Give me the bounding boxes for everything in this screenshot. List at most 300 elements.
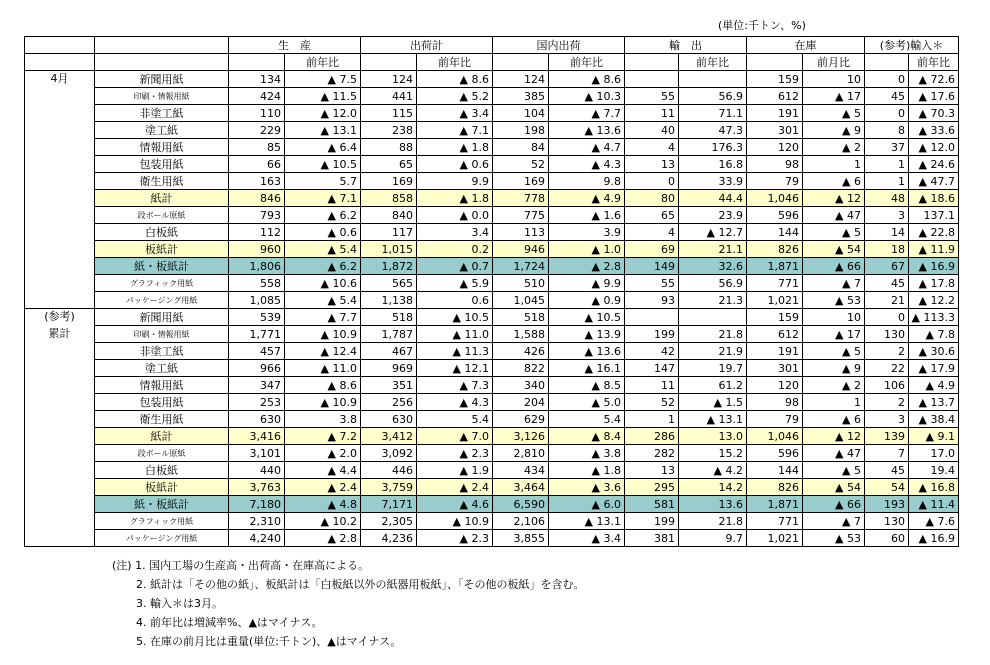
cell-value: ▲ 1.0 xyxy=(549,241,625,258)
cell-value: 144 xyxy=(747,462,803,479)
section-label xyxy=(25,190,95,207)
cell-value: ▲ 4.3 xyxy=(549,156,625,173)
cell-value: 60 xyxy=(865,530,909,547)
cell-value: ▲ 7.8 xyxy=(909,326,959,343)
cell-value: ▲ 33.6 xyxy=(909,122,959,139)
cell-value: 37 xyxy=(865,139,909,156)
section-label xyxy=(25,343,95,360)
cell-value: 65 xyxy=(361,156,417,173)
row-label: 板紙計 xyxy=(95,479,229,496)
cell-value: 3.8 xyxy=(285,411,361,428)
cell-value: 1,085 xyxy=(229,292,285,309)
cell-value: 144 xyxy=(747,224,803,241)
cell-value: ▲ 10.5 xyxy=(549,309,625,326)
cell-value: ▲ 16.8 xyxy=(909,479,959,496)
cell-value: 1,871 xyxy=(747,496,803,513)
cell-value: ▲ 5 xyxy=(803,105,865,122)
row-label: 衛生用紙 xyxy=(95,173,229,190)
cell-value: 55 xyxy=(625,88,679,105)
cell-value: 79 xyxy=(747,173,803,190)
table-row xyxy=(25,207,959,224)
cell-value: 113 xyxy=(493,224,549,241)
cell-value: 518 xyxy=(493,309,549,326)
table-row xyxy=(25,428,959,445)
cell-value: ▲ 70.3 xyxy=(909,105,959,122)
cell-value: 22 xyxy=(865,360,909,377)
cell-value: 3,464 xyxy=(493,479,549,496)
row-label: 新聞用紙 xyxy=(95,309,229,326)
cell-value: ▲ 53 xyxy=(803,530,865,547)
table-row xyxy=(25,139,959,156)
cell-value: ▲ 113.3 xyxy=(909,309,959,326)
table-row xyxy=(25,411,959,428)
table-row xyxy=(25,241,959,258)
table-row xyxy=(25,292,959,309)
cell-value: ▲ 10.9 xyxy=(285,326,361,343)
cell-value: 1 xyxy=(865,156,909,173)
row-label: 非塗工紙 xyxy=(95,105,229,122)
cell-value: ▲ 13.1 xyxy=(549,513,625,530)
cell-value: ▲ 7.7 xyxy=(549,105,625,122)
cell-value: ▲ 12.4 xyxy=(285,343,361,360)
cell-value xyxy=(679,71,747,88)
cell-value: 0 xyxy=(865,71,909,88)
cell-value: 32.6 xyxy=(679,258,747,275)
cell-value: 16.8 xyxy=(679,156,747,173)
cell-value: 134 xyxy=(229,71,285,88)
cell-value: 66 xyxy=(229,156,285,173)
row-label: グラフィック用紙 xyxy=(95,275,229,292)
cell-value: ▲ 4.7 xyxy=(549,139,625,156)
cell-value: 3,416 xyxy=(229,428,285,445)
cell-value: 3,126 xyxy=(493,428,549,445)
cell-value: 19.7 xyxy=(679,360,747,377)
cell-value: 946 xyxy=(493,241,549,258)
cell-value: ▲ 9.1 xyxy=(909,428,959,445)
cell-value: 3,855 xyxy=(493,530,549,547)
cell-value: 6,590 xyxy=(493,496,549,513)
table-row xyxy=(25,105,959,122)
cell-value: 45 xyxy=(865,462,909,479)
cell-value: 1,588 xyxy=(493,326,549,343)
cell-value: 846 xyxy=(229,190,285,207)
row-label: 白板紙 xyxy=(95,224,229,241)
cell-value: 441 xyxy=(361,88,417,105)
cell-value: ▲ 30.6 xyxy=(909,343,959,360)
header-group: (参考)輸入＊ xyxy=(865,37,959,54)
cell-value: 19.4 xyxy=(909,462,959,479)
cell-value: 84 xyxy=(493,139,549,156)
cell-value: 596 xyxy=(747,445,803,462)
note-line: 5. 在庫の前月比は重量(単位:千トン)、▲はマイナス。 xyxy=(136,635,402,648)
table-row xyxy=(25,445,959,462)
cell-value: 256 xyxy=(361,394,417,411)
cell-value: 1,872 xyxy=(361,258,417,275)
cell-value: 42 xyxy=(625,343,679,360)
cell-value: 3 xyxy=(865,411,909,428)
cell-value: 80 xyxy=(625,190,679,207)
table-row xyxy=(25,462,959,479)
section-label xyxy=(25,207,95,224)
cell-value: 21.9 xyxy=(679,343,747,360)
cell-value xyxy=(625,309,679,326)
section-label xyxy=(25,88,95,105)
cell-value: 0 xyxy=(865,309,909,326)
cell-value: ▲ 9 xyxy=(803,122,865,139)
cell-value: 434 xyxy=(493,462,549,479)
cell-value: 840 xyxy=(361,207,417,224)
cell-value: 0 xyxy=(865,105,909,122)
note-line: 3. 輸入＊は3月。 xyxy=(136,597,223,610)
cell-value: ▲ 0.6 xyxy=(417,156,493,173)
cell-value: ▲ 12 xyxy=(803,428,865,445)
cell-value: 457 xyxy=(229,343,285,360)
section-label xyxy=(25,292,95,309)
cell-value: ▲ 16.9 xyxy=(909,258,959,275)
row-label: 板紙計 xyxy=(95,241,229,258)
cell-value: 56.9 xyxy=(679,275,747,292)
cell-value: 826 xyxy=(747,479,803,496)
cell-value: ▲ 2.4 xyxy=(285,479,361,496)
cell-value: ▲ 12.0 xyxy=(285,105,361,122)
cell-value: 5.4 xyxy=(417,411,493,428)
cell-value: ▲ 4.9 xyxy=(909,377,959,394)
cell-value: 7 xyxy=(865,445,909,462)
section-label: 累計 xyxy=(25,326,95,343)
cell-value: 21.8 xyxy=(679,326,747,343)
cell-value: 93 xyxy=(625,292,679,309)
cell-value: 2,810 xyxy=(493,445,549,462)
cell-value: 163 xyxy=(229,173,285,190)
section-label xyxy=(25,496,95,513)
cell-value: 0.6 xyxy=(417,292,493,309)
cell-value: 85 xyxy=(229,139,285,156)
cell-value: ▲ 0.9 xyxy=(549,292,625,309)
cell-value: 3.9 xyxy=(549,224,625,241)
cell-value: 253 xyxy=(229,394,285,411)
cell-value: ▲ 1.6 xyxy=(549,207,625,224)
header-group: 国内出荷 xyxy=(493,37,625,54)
cell-value: ▲ 8.6 xyxy=(549,71,625,88)
section-label xyxy=(25,428,95,445)
cell-value: ▲ 72.6 xyxy=(909,71,959,88)
cell-value: 771 xyxy=(747,513,803,530)
cell-value: ▲ 10.9 xyxy=(285,394,361,411)
header-sub xyxy=(625,54,679,71)
cell-value: 17.0 xyxy=(909,445,959,462)
cell-value: ▲ 7.0 xyxy=(417,428,493,445)
note-line: 4. 前年比は増減率%、▲はマイナス。 xyxy=(136,616,323,629)
cell-value: 11 xyxy=(625,105,679,122)
cell-value: 45 xyxy=(865,88,909,105)
cell-value: ▲ 5 xyxy=(803,462,865,479)
cell-value: 47.3 xyxy=(679,122,747,139)
header-group: 出荷計 xyxy=(361,37,493,54)
section-label xyxy=(25,275,95,292)
table-row xyxy=(25,275,959,292)
cell-value: 2 xyxy=(865,394,909,411)
cell-value: 169 xyxy=(493,173,549,190)
cell-value: 1,138 xyxy=(361,292,417,309)
header-sub: 前年比 xyxy=(285,54,361,71)
cell-value: 2,305 xyxy=(361,513,417,530)
unit-label: (単位:千トン、%) xyxy=(718,19,806,32)
cell-value: 40 xyxy=(625,122,679,139)
cell-value: ▲ 13.1 xyxy=(679,411,747,428)
cell-value: 1,046 xyxy=(747,190,803,207)
cell-value: 778 xyxy=(493,190,549,207)
cell-value: ▲ 17.6 xyxy=(909,88,959,105)
cell-value: 21.8 xyxy=(679,513,747,530)
cell-value: 5.4 xyxy=(549,411,625,428)
cell-value: 4 xyxy=(625,139,679,156)
cell-value: 130 xyxy=(865,326,909,343)
cell-value: ▲ 5 xyxy=(803,343,865,360)
table-row xyxy=(25,479,959,496)
section-label xyxy=(25,156,95,173)
cell-value: 112 xyxy=(229,224,285,241)
row-label: 包装用紙 xyxy=(95,156,229,173)
section-label: 4月 xyxy=(25,71,95,88)
cell-value: 55 xyxy=(625,275,679,292)
cell-value: ▲ 9.9 xyxy=(549,275,625,292)
table-row xyxy=(25,224,959,241)
cell-value: 2 xyxy=(865,343,909,360)
cell-value: ▲ 5.9 xyxy=(417,275,493,292)
cell-value: 558 xyxy=(229,275,285,292)
cell-value: 52 xyxy=(625,394,679,411)
cell-value: ▲ 18.6 xyxy=(909,190,959,207)
cell-value: 15.2 xyxy=(679,445,747,462)
header-sub: 前年比 xyxy=(679,54,747,71)
cell-value: 822 xyxy=(493,360,549,377)
cell-value: 1,771 xyxy=(229,326,285,343)
table-row xyxy=(25,394,959,411)
header-sub: 前年比 xyxy=(549,54,625,71)
cell-value: ▲ 66 xyxy=(803,258,865,275)
cell-value: 71.1 xyxy=(679,105,747,122)
cell-value: 3,412 xyxy=(361,428,417,445)
row-label: 紙計 xyxy=(95,428,229,445)
cell-value: 295 xyxy=(625,479,679,496)
section-label xyxy=(25,513,95,530)
cell-value: ▲ 5.4 xyxy=(285,292,361,309)
cell-value: 510 xyxy=(493,275,549,292)
cell-value: 858 xyxy=(361,190,417,207)
row-label: 塗工紙 xyxy=(95,360,229,377)
cell-value: ▲ 1.9 xyxy=(417,462,493,479)
header-sub xyxy=(493,54,549,71)
cell-value: 238 xyxy=(361,122,417,139)
cell-value: 286 xyxy=(625,428,679,445)
cell-value: ▲ 2.3 xyxy=(417,530,493,547)
row-label: 情報用紙 xyxy=(95,377,229,394)
cell-value: 771 xyxy=(747,275,803,292)
cell-value: ▲ 47.7 xyxy=(909,173,959,190)
cell-value: ▲ 7.1 xyxy=(285,190,361,207)
cell-value: 630 xyxy=(229,411,285,428)
cell-value: 565 xyxy=(361,275,417,292)
cell-value: 1 xyxy=(803,156,865,173)
header-blank xyxy=(95,54,229,71)
header-sub: 前年比 xyxy=(417,54,493,71)
row-label: 包装用紙 xyxy=(95,394,229,411)
cell-value: 4 xyxy=(625,224,679,241)
row-label: 段ボール原紙 xyxy=(95,207,229,224)
cell-value: 13.6 xyxy=(679,496,747,513)
cell-value: 1,046 xyxy=(747,428,803,445)
cell-value: 199 xyxy=(625,326,679,343)
cell-value: 149 xyxy=(625,258,679,275)
table-row xyxy=(25,513,959,530)
cell-value: 1 xyxy=(865,173,909,190)
cell-value: 3 xyxy=(865,207,909,224)
cell-value: 69 xyxy=(625,241,679,258)
table-row xyxy=(25,88,959,105)
cell-value: ▲ 12.2 xyxy=(909,292,959,309)
header-sub xyxy=(747,54,803,71)
cell-value: 18 xyxy=(865,241,909,258)
cell-value: ▲ 2.3 xyxy=(417,445,493,462)
cell-value: ▲ 47 xyxy=(803,207,865,224)
cell-value: 33.9 xyxy=(679,173,747,190)
note-line: 2. 紙計は「その他の紙」、板紙計は「白板紙以外の紙器用板紙」、「その他の板紙」を含む。 xyxy=(136,578,585,591)
cell-value: 106 xyxy=(865,377,909,394)
header-sub xyxy=(229,54,285,71)
cell-value: ▲ 8.6 xyxy=(417,71,493,88)
table-row xyxy=(25,377,959,394)
cell-value: 159 xyxy=(747,309,803,326)
cell-value: 13 xyxy=(625,462,679,479)
header-row-groups xyxy=(25,37,959,54)
notes-block xyxy=(112,556,585,651)
cell-value: ▲ 17 xyxy=(803,88,865,105)
cell-value: 539 xyxy=(229,309,285,326)
header-blank xyxy=(25,54,95,71)
cell-value: ▲ 4.3 xyxy=(417,394,493,411)
header-sub: 前年比 xyxy=(909,54,959,71)
cell-value: 3,092 xyxy=(361,445,417,462)
table-row xyxy=(25,530,959,547)
cell-value: 9.7 xyxy=(679,530,747,547)
cell-value: 10 xyxy=(803,309,865,326)
row-label: パッケージング用紙 xyxy=(95,530,229,547)
cell-value: 793 xyxy=(229,207,285,224)
cell-value: 7,171 xyxy=(361,496,417,513)
cell-value: ▲ 13.9 xyxy=(549,326,625,343)
row-label: 紙・板紙計 xyxy=(95,258,229,275)
cell-value: 3,759 xyxy=(361,479,417,496)
cell-value: ▲ 4.6 xyxy=(417,496,493,513)
cell-value: 301 xyxy=(747,360,803,377)
row-label: 新聞用紙 xyxy=(95,71,229,88)
row-label: 情報用紙 xyxy=(95,139,229,156)
cell-value: ▲ 4.2 xyxy=(679,462,747,479)
statistics-table xyxy=(24,36,959,547)
cell-value: ▲ 24.6 xyxy=(909,156,959,173)
cell-value: ▲ 6.0 xyxy=(549,496,625,513)
cell-value: ▲ 2.4 xyxy=(417,479,493,496)
cell-value: ▲ 16.9 xyxy=(909,530,959,547)
section-label xyxy=(25,258,95,275)
cell-value: 1,724 xyxy=(493,258,549,275)
cell-value: ▲ 6.2 xyxy=(285,258,361,275)
section-label xyxy=(25,411,95,428)
cell-value: 110 xyxy=(229,105,285,122)
header-group: 輸 出 xyxy=(625,37,747,54)
cell-value: ▲ 13.1 xyxy=(285,122,361,139)
cell-value: 966 xyxy=(229,360,285,377)
cell-value: ▲ 2 xyxy=(803,139,865,156)
table-row xyxy=(25,343,959,360)
cell-value: ▲ 4.8 xyxy=(285,496,361,513)
cell-value: 424 xyxy=(229,88,285,105)
header-blank xyxy=(95,37,229,54)
cell-value: 2,106 xyxy=(493,513,549,530)
cell-value: 1,021 xyxy=(747,530,803,547)
cell-value: 10 xyxy=(803,71,865,88)
cell-value: 4,236 xyxy=(361,530,417,547)
cell-value: ▲ 1.8 xyxy=(549,462,625,479)
cell-value: ▲ 7.1 xyxy=(417,122,493,139)
cell-value: 351 xyxy=(361,377,417,394)
cell-value: ▲ 7.5 xyxy=(285,71,361,88)
cell-value: ▲ 7.6 xyxy=(909,513,959,530)
cell-value: ▲ 0.6 xyxy=(285,224,361,241)
cell-value: ▲ 2 xyxy=(803,377,865,394)
cell-value: ▲ 9 xyxy=(803,360,865,377)
cell-value: ▲ 10.5 xyxy=(417,309,493,326)
cell-value: 13 xyxy=(625,156,679,173)
cell-value: ▲ 13.6 xyxy=(549,343,625,360)
cell-value: 199 xyxy=(625,513,679,530)
cell-value: ▲ 66 xyxy=(803,496,865,513)
cell-value: 446 xyxy=(361,462,417,479)
cell-value: ▲ 7.2 xyxy=(285,428,361,445)
cell-value: ▲ 3.6 xyxy=(549,479,625,496)
cell-value: ▲ 0.7 xyxy=(417,258,493,275)
cell-value: 301 xyxy=(747,122,803,139)
cell-value: 960 xyxy=(229,241,285,258)
cell-value: 630 xyxy=(361,411,417,428)
table-row xyxy=(25,156,959,173)
header-sub: 前月比 xyxy=(803,54,865,71)
header-blank xyxy=(25,37,95,54)
cell-value: 67 xyxy=(865,258,909,275)
cell-value: ▲ 4.9 xyxy=(549,190,625,207)
cell-value: ▲ 3.4 xyxy=(549,530,625,547)
cell-value: 104 xyxy=(493,105,549,122)
cell-value: ▲ 10.2 xyxy=(285,513,361,530)
cell-value: 1 xyxy=(803,394,865,411)
cell-value: ▲ 13.7 xyxy=(909,394,959,411)
cell-value: 48 xyxy=(865,190,909,207)
cell-value: 159 xyxy=(747,71,803,88)
cell-value: ▲ 11.3 xyxy=(417,343,493,360)
cell-value: 596 xyxy=(747,207,803,224)
table-row xyxy=(25,496,959,513)
cell-value: ▲ 2.0 xyxy=(285,445,361,462)
cell-value: 79 xyxy=(747,411,803,428)
header-sub xyxy=(361,54,417,71)
cell-value: 124 xyxy=(493,71,549,88)
section-label xyxy=(25,377,95,394)
cell-value: ▲ 38.4 xyxy=(909,411,959,428)
cell-value: 169 xyxy=(361,173,417,190)
cell-value: 1,871 xyxy=(747,258,803,275)
cell-value: 21.3 xyxy=(679,292,747,309)
cell-value: 612 xyxy=(747,326,803,343)
